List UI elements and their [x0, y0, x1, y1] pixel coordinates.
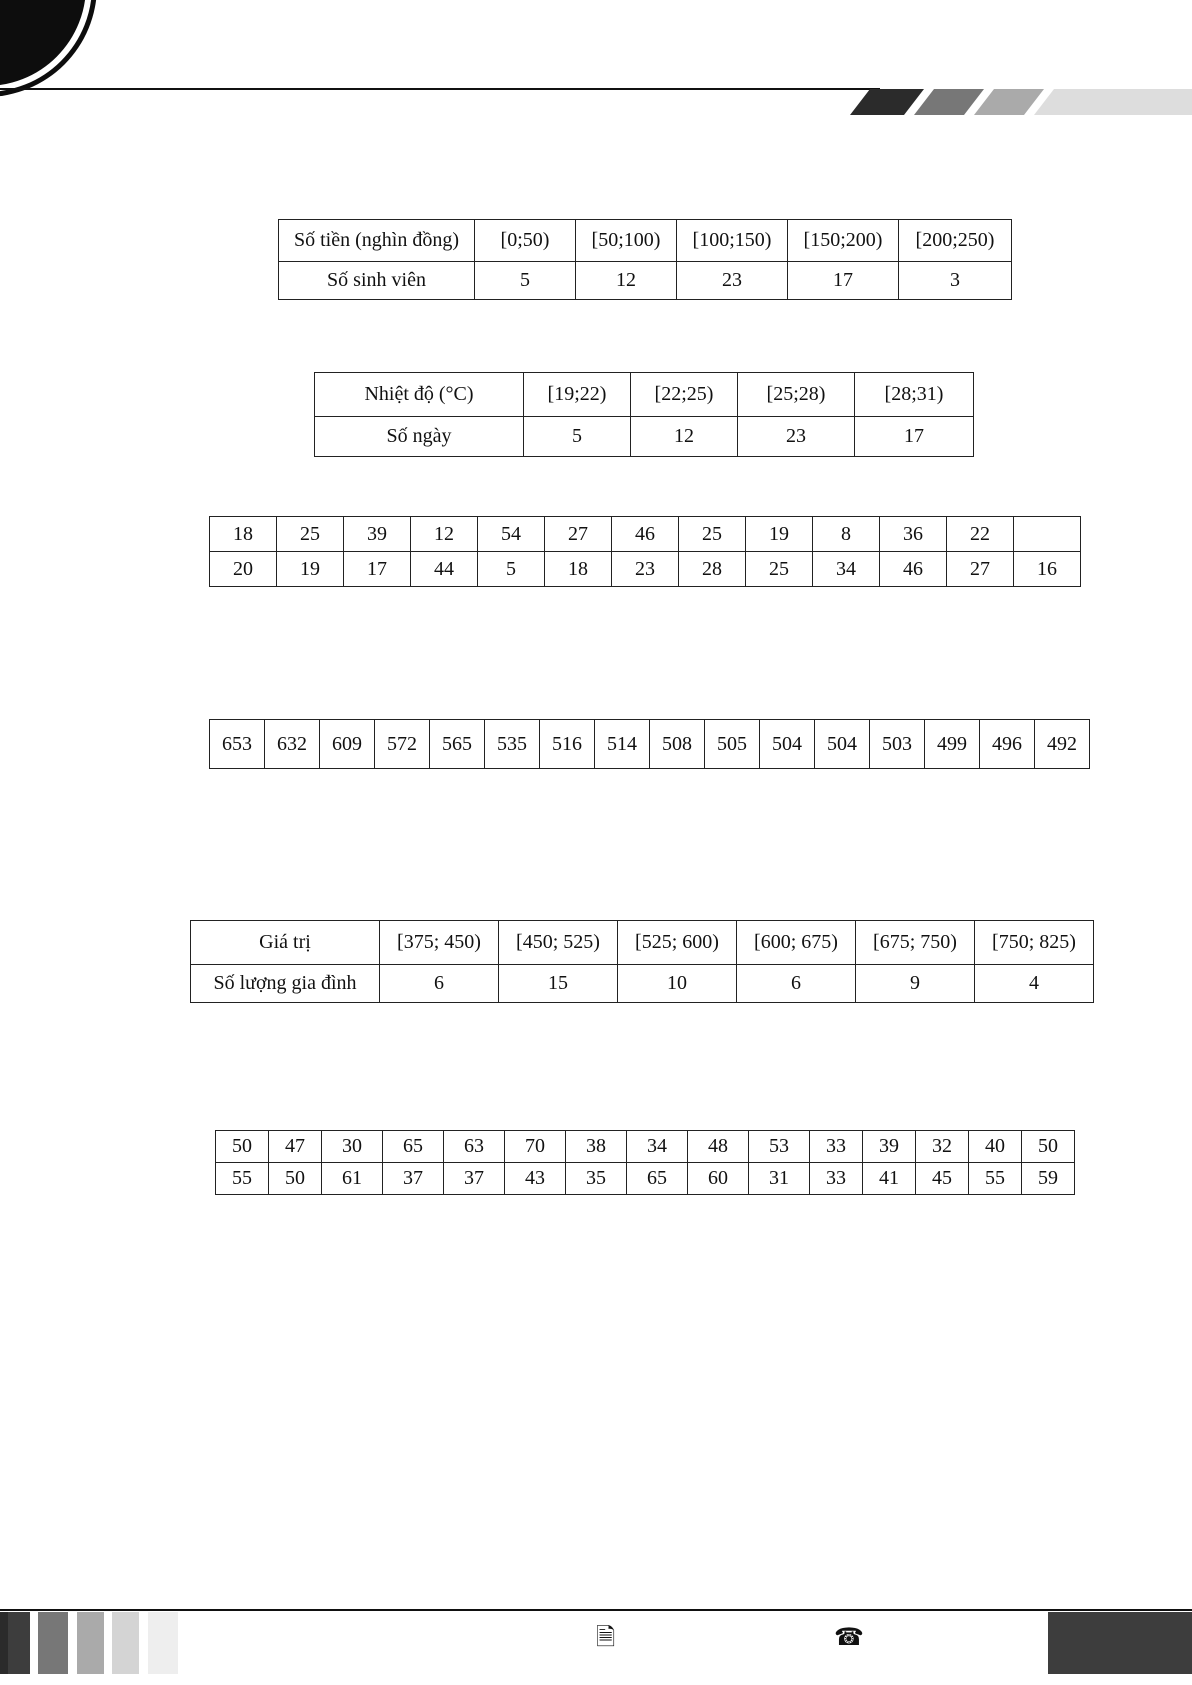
table-value-distribution	[190, 920, 1094, 1003]
table-temperature-distribution	[314, 372, 974, 457]
table-cell: 33	[810, 1131, 863, 1163]
table-row	[210, 552, 1081, 587]
table-cell: [600; 675)	[737, 921, 856, 965]
stripe-light	[974, 89, 1044, 115]
table-cell: [150;200)	[788, 220, 899, 262]
table-row	[216, 1131, 1075, 1163]
footer-bar-4	[77, 1612, 104, 1674]
table-cell: 45	[916, 1163, 969, 1195]
table-cell: 25	[277, 517, 344, 552]
table-row	[315, 373, 974, 417]
table-cell: Số sinh viên	[279, 262, 475, 300]
table-cell: 50	[269, 1163, 322, 1195]
table-cell: 32	[916, 1131, 969, 1163]
table-cell: 31	[749, 1163, 810, 1195]
table-cell: [750; 825)	[975, 921, 1094, 965]
table-cell: 59	[1022, 1163, 1075, 1195]
table-cell: 5	[475, 262, 576, 300]
stripe-lightest	[1034, 89, 1192, 115]
table-cell: 34	[813, 552, 880, 587]
table-cell: 50	[216, 1131, 269, 1163]
table-cell: [25;28)	[738, 373, 855, 417]
table-cell: [200;250)	[899, 220, 1012, 262]
table-cell: 17	[788, 262, 899, 300]
table-cell: 30	[322, 1131, 383, 1163]
table-cell: [675; 750)	[856, 921, 975, 965]
table-cell: 27	[947, 552, 1014, 587]
table-cell: 60	[688, 1163, 749, 1195]
table-cell: 38	[566, 1131, 627, 1163]
table-cell: 28	[679, 552, 746, 587]
table-row	[191, 965, 1094, 1003]
table-cell: 25	[679, 517, 746, 552]
table-cell: 35	[566, 1163, 627, 1195]
table-cell: 4	[975, 965, 1094, 1003]
table-cell: 23	[677, 262, 788, 300]
table-cell: 39	[344, 517, 411, 552]
table-cell: Số tiền (nghìn đồng)	[279, 220, 475, 262]
table-cell: Giá trị	[191, 921, 380, 965]
table-cell: 505	[705, 720, 760, 769]
table-cell: 5	[478, 552, 545, 587]
table-cell: 20	[210, 552, 277, 587]
table-row	[279, 262, 1012, 300]
table-cell: 572	[375, 720, 430, 769]
stripe-dark	[850, 89, 924, 115]
table-cell: 496	[980, 720, 1035, 769]
table-cell: 19	[277, 552, 344, 587]
stripe-mid	[914, 89, 984, 115]
table-cell: 55	[216, 1163, 269, 1195]
table-raw-data-1	[209, 516, 1081, 587]
table-cell: 46	[612, 517, 679, 552]
footer-bar-3	[38, 1612, 68, 1674]
table-cell: 514	[595, 720, 650, 769]
table-cell: 23	[738, 417, 855, 457]
table-cell: 504	[815, 720, 870, 769]
table-cell: [0;50)	[475, 220, 576, 262]
table-cell: [100;150)	[677, 220, 788, 262]
table-cell: 27	[545, 517, 612, 552]
table-cell: 36	[880, 517, 947, 552]
footer-bar-1	[0, 1612, 8, 1674]
table-cell: Nhiệt độ (°C)	[315, 373, 524, 417]
header-divider	[0, 88, 880, 90]
table-cell: 39	[863, 1131, 916, 1163]
table-cell: 18	[545, 552, 612, 587]
table-cell: 43	[505, 1163, 566, 1195]
footer-bar-2	[8, 1612, 30, 1674]
table-cell: 40	[969, 1131, 1022, 1163]
table-cell: [450; 525)	[499, 921, 618, 965]
table-cell: 53	[749, 1131, 810, 1163]
footer-divider	[0, 1609, 1192, 1611]
table-cell: 508	[650, 720, 705, 769]
table-cell: 6	[380, 965, 499, 1003]
table-cell: 17	[855, 417, 974, 457]
table-cell: 504	[760, 720, 815, 769]
table-cell: 48	[688, 1131, 749, 1163]
table-cell: 12	[576, 262, 677, 300]
table-row	[216, 1163, 1075, 1195]
table-raw-data-2	[209, 719, 1090, 769]
table-cell: 15	[499, 965, 618, 1003]
table-cell: 70	[505, 1131, 566, 1163]
table-cell: 653	[210, 720, 265, 769]
table-cell: 65	[383, 1131, 444, 1163]
table-cell: Số lượng gia đình	[191, 965, 380, 1003]
table-cell: 12	[631, 417, 738, 457]
document-icon: 🗎	[596, 1623, 616, 1651]
table-cell: 9	[856, 965, 975, 1003]
brand-logo	[0, 0, 92, 92]
table-cell: 55	[969, 1163, 1022, 1195]
table-cell: 41	[863, 1163, 916, 1195]
table-money-distribution	[278, 219, 1012, 300]
table-cell: [525; 600)	[618, 921, 737, 965]
table-cell: 63	[444, 1131, 505, 1163]
table-cell: 33	[810, 1163, 863, 1195]
table-cell: 65	[627, 1163, 688, 1195]
table-cell: 8	[813, 517, 880, 552]
table-row	[210, 517, 1081, 552]
table-cell: 34	[627, 1131, 688, 1163]
table-cell: 3	[899, 262, 1012, 300]
table-cell: 492	[1035, 720, 1090, 769]
table-cell: 609	[320, 720, 375, 769]
table-row	[210, 720, 1090, 769]
table-cell: 37	[444, 1163, 505, 1195]
table-cell: 61	[322, 1163, 383, 1195]
table-cell: 535	[485, 720, 540, 769]
table-cell: 44	[411, 552, 478, 587]
table-cell: 503	[870, 720, 925, 769]
footer-bar-5	[112, 1612, 139, 1674]
table-cell: [22;25)	[631, 373, 738, 417]
table-cell: [19;22)	[524, 373, 631, 417]
table-cell: 46	[880, 552, 947, 587]
table-cell: 23	[612, 552, 679, 587]
table-cell: 6	[737, 965, 856, 1003]
table-cell: 516	[540, 720, 595, 769]
table-cell: 10	[618, 965, 737, 1003]
table-raw-data-3	[215, 1130, 1075, 1195]
table-row	[191, 921, 1094, 965]
table-row	[279, 220, 1012, 262]
table-cell: 12	[411, 517, 478, 552]
table-cell: 19	[746, 517, 813, 552]
table-cell: 18	[210, 517, 277, 552]
table-row	[315, 417, 974, 457]
table-cell	[1014, 517, 1081, 552]
table-cell: 17	[344, 552, 411, 587]
table-cell: 5	[524, 417, 631, 457]
footer-page-block	[1048, 1612, 1192, 1674]
table-cell: 50	[1022, 1131, 1075, 1163]
table-cell: [375; 450)	[380, 921, 499, 965]
table-cell: 54	[478, 517, 545, 552]
table-cell: 37	[383, 1163, 444, 1195]
header-stripes	[850, 89, 1192, 115]
phone-icon: ☎	[834, 1623, 864, 1651]
footer-bar-6	[148, 1612, 178, 1674]
table-cell: 632	[265, 720, 320, 769]
table-cell: 16	[1014, 552, 1081, 587]
table-cell: [50;100)	[576, 220, 677, 262]
table-cell: 565	[430, 720, 485, 769]
table-cell: 499	[925, 720, 980, 769]
table-cell: 47	[269, 1131, 322, 1163]
table-cell: Số ngày	[315, 417, 524, 457]
table-cell: 22	[947, 517, 1014, 552]
table-cell: 25	[746, 552, 813, 587]
table-cell: [28;31)	[855, 373, 974, 417]
